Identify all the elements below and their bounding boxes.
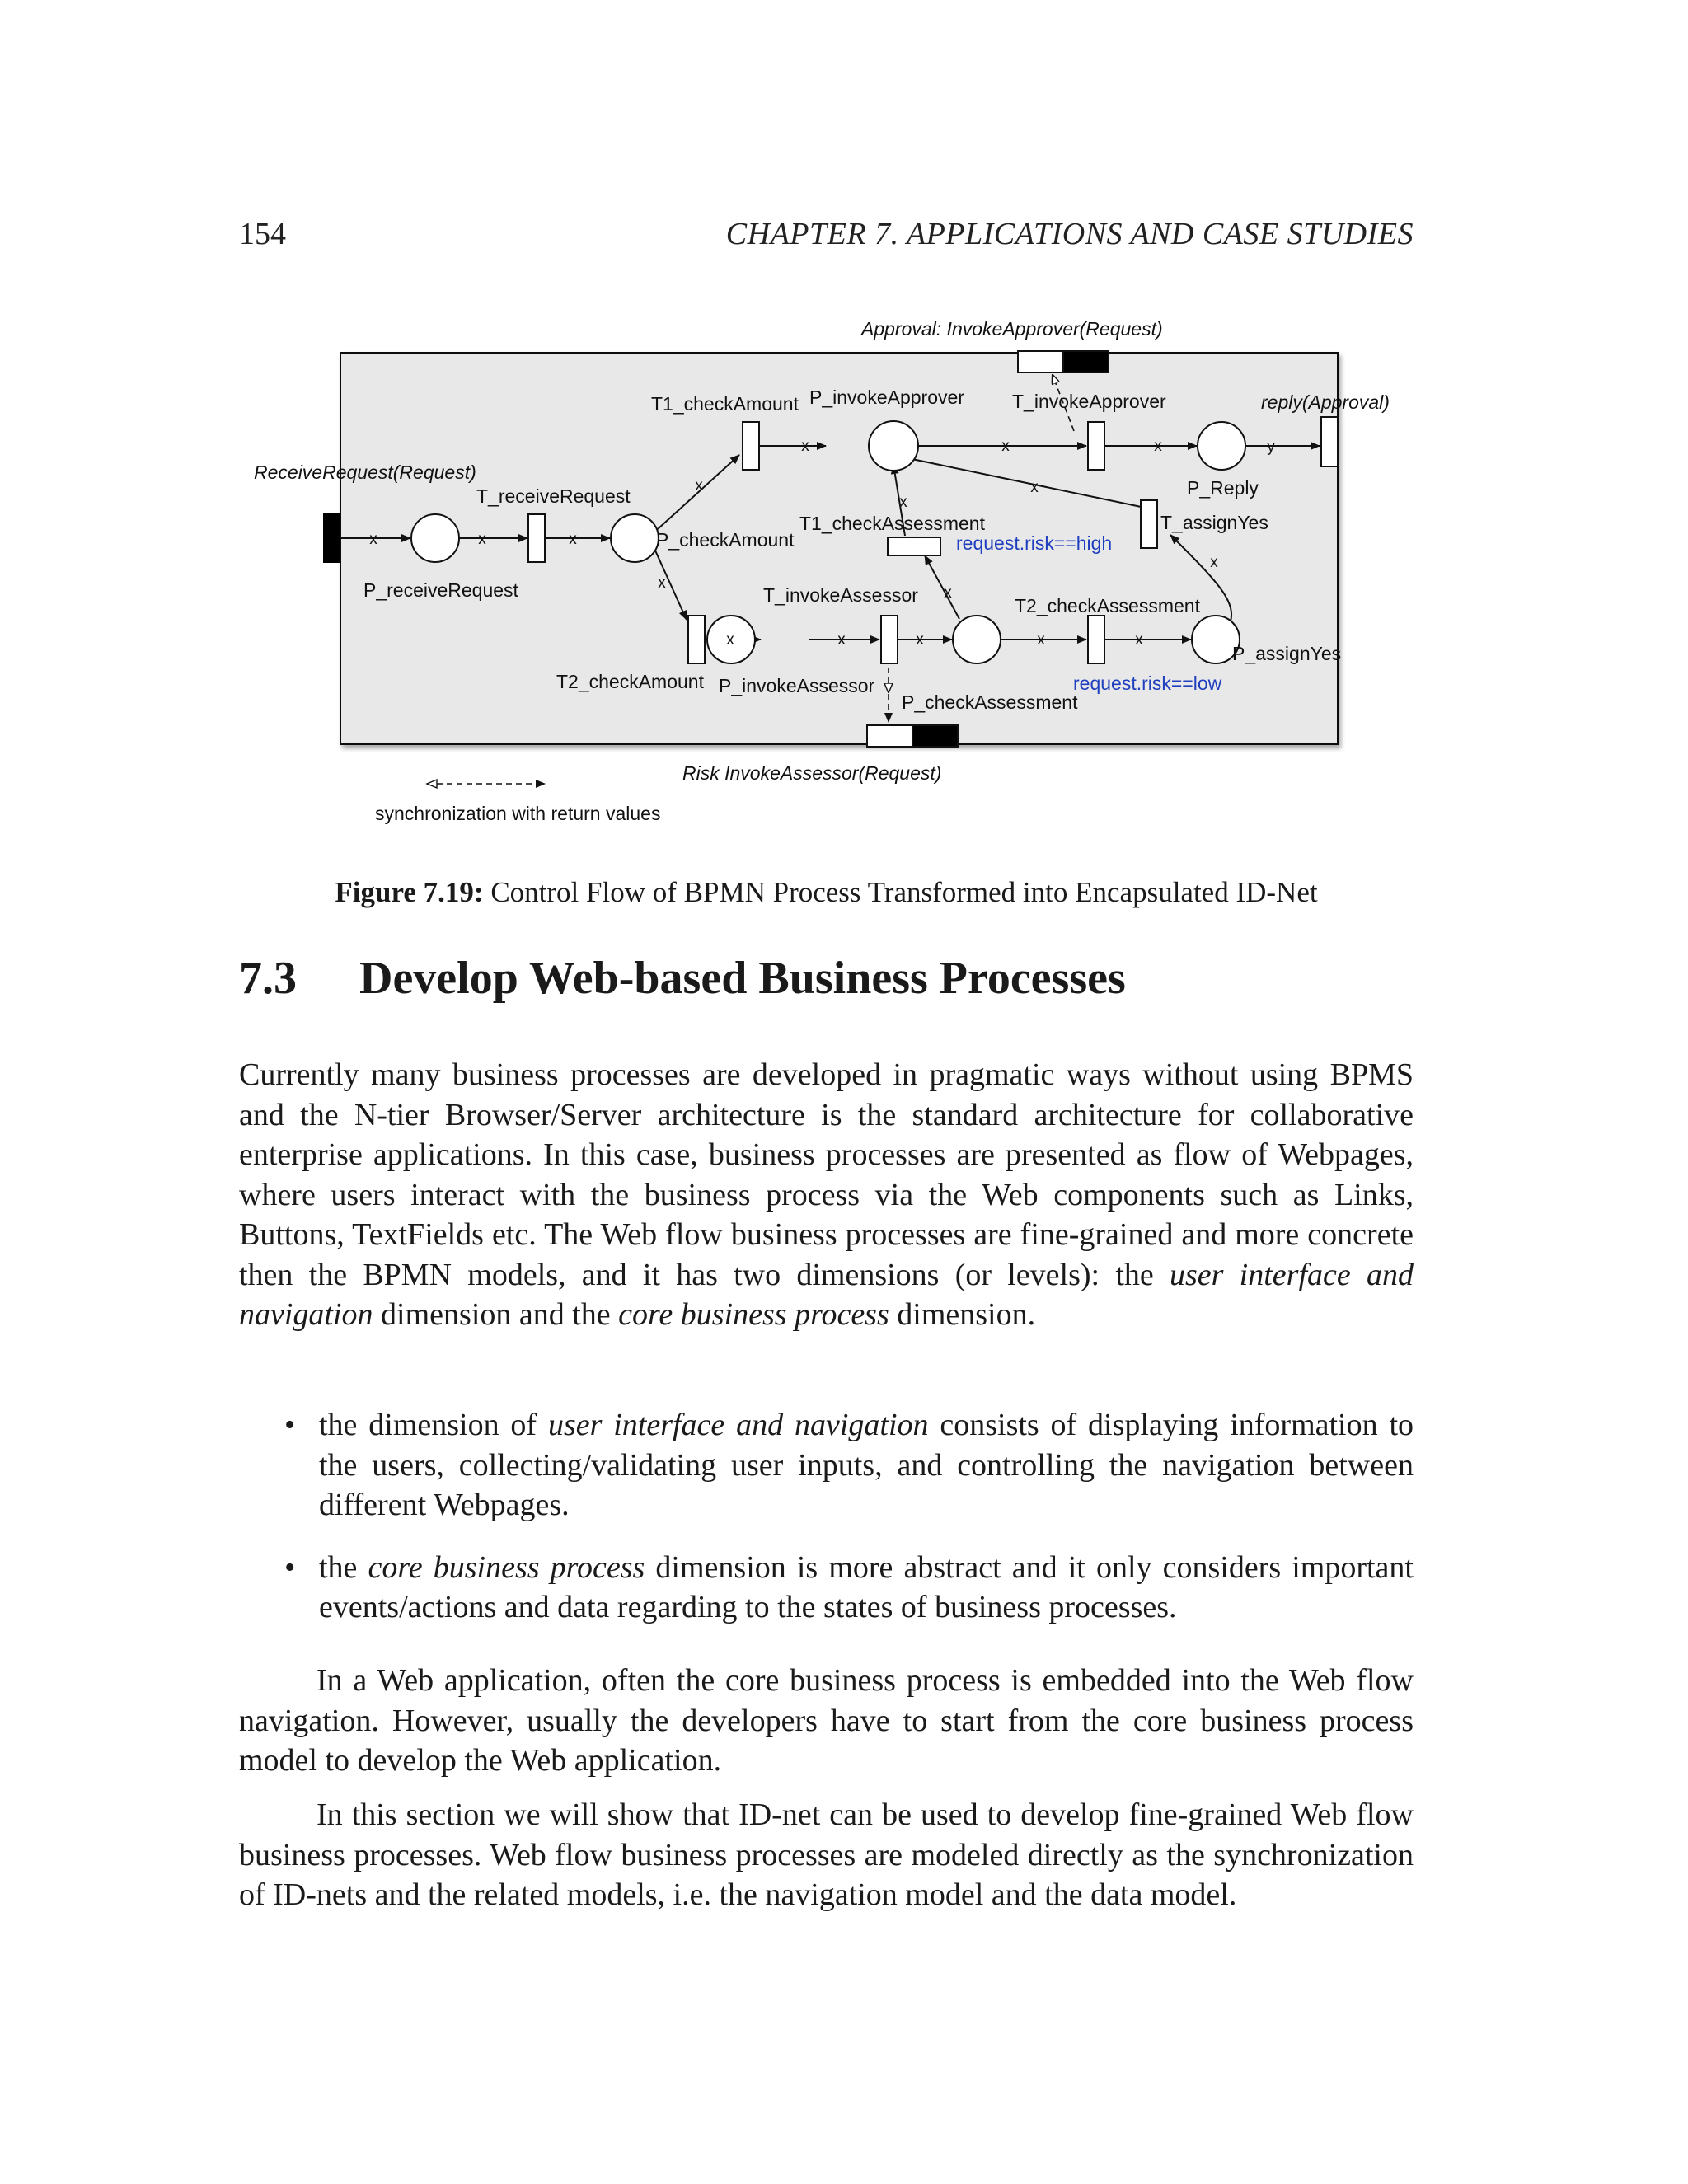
label-t1-check-amount: T1_checkAmount bbox=[651, 393, 799, 415]
label-risk-assessor: Risk InvokeAssessor(Request) bbox=[682, 762, 942, 784]
place-p-reply bbox=[1198, 422, 1245, 470]
transition-t-receive-request bbox=[528, 514, 545, 562]
label-p-receive-request: P_receiveRequest bbox=[363, 579, 518, 601]
arc-label: x bbox=[899, 494, 907, 511]
label-approval: Approval: InvokeApprover(Request) bbox=[861, 318, 1163, 340]
transition-t2-check-amount bbox=[688, 616, 705, 663]
bullet-dot: • bbox=[284, 1408, 296, 1442]
arc-label: x bbox=[801, 438, 809, 455]
bullet-text: the bbox=[319, 1549, 368, 1585]
guard-risk-low: request.risk==low bbox=[1073, 673, 1222, 694]
arc-label: x bbox=[658, 574, 666, 592]
legend bbox=[375, 780, 660, 824]
arc-label: y bbox=[1267, 438, 1275, 456]
label-p-reply: P_Reply bbox=[1187, 477, 1259, 499]
place-p-check-assessment bbox=[953, 616, 1001, 663]
label-receive-request: ReceiveRequest(Request) bbox=[254, 462, 476, 483]
caption-text: Control Flow of BPMN Process Transformed into Encapsulated ID-Net bbox=[483, 876, 1318, 908]
emphasis-text: core business process bbox=[618, 1297, 889, 1332]
label-t-invoke-assessor: T_invokeAssessor bbox=[763, 584, 918, 606]
arc-label: x bbox=[726, 631, 734, 649]
arc-label: x bbox=[695, 477, 703, 494]
assessor-port-out bbox=[867, 725, 912, 747]
emphasis-text: user interface and navigation bbox=[239, 1257, 1414, 1332]
label-p-check-assessment: P_checkAssessment bbox=[902, 691, 1078, 713]
label-t2-check-amount: T2_checkAmount bbox=[556, 671, 704, 692]
bullet-item bbox=[284, 1405, 1414, 1526]
label-t-assign-yes: T_assignYes bbox=[1160, 512, 1268, 533]
page-number: 154 bbox=[239, 217, 286, 251]
paragraph-text: Currently many business processes are developed in pragmatic ways without using BPMS and the N-tier Browser/Server architecture is the standard architecture for collaborative enterprise applications. In this case, business processes are presented as flow of Webpages, where users interact with the business process via the Web components such as Links, Buttons, TextFields etc. The Web flow business processes are fine-grained and more concrete then the BPMN models, and it has two dimensions (or levels): the bbox=[239, 1057, 1414, 1292]
transition-t1-check-assessment bbox=[888, 537, 940, 555]
section-heading bbox=[239, 952, 1414, 1005]
transition-t-assign-yes bbox=[1141, 500, 1157, 548]
legend-label: synchronization with return values bbox=[375, 803, 661, 824]
figure-caption bbox=[239, 876, 1414, 909]
place-p-receive-request bbox=[411, 514, 459, 562]
emphasis-text: core business process bbox=[368, 1549, 645, 1585]
paragraph-2: In a Web application, often the core business process is embedded into the Web flow navigation. However, usually the developers have to start from the core business process model to develop the Web application. bbox=[239, 1663, 1414, 1778]
label-t1-check-assessment: T1_checkAssessment bbox=[799, 513, 985, 534]
receive-port bbox=[323, 513, 340, 563]
bullet-dot: • bbox=[284, 1549, 296, 1585]
arc-label: x bbox=[1037, 631, 1045, 649]
figure-7-19 bbox=[239, 305, 1418, 841]
label-p-invoke-assessor: P_invokeAssessor bbox=[719, 675, 875, 696]
bullet-text: consists of displaying information to the users, collecting/validating user inputs, and controlling the navigation between different Webpages. bbox=[319, 1408, 1414, 1522]
arc-label: x bbox=[944, 584, 952, 602]
bullet-text: the dimension of bbox=[319, 1408, 548, 1442]
transition-t-invoke-approver bbox=[1088, 422, 1104, 470]
label-t-invoke-approver: T_invokeApprover bbox=[1012, 391, 1166, 412]
label-t-receive-request: T_receiveRequest bbox=[476, 485, 631, 507]
assessor-port-in bbox=[912, 725, 958, 747]
running-header bbox=[239, 216, 1414, 257]
arc-label: x bbox=[1210, 554, 1218, 571]
arc-label: x bbox=[569, 531, 577, 548]
arc-label: x bbox=[1154, 438, 1162, 455]
petri-net-diagram bbox=[239, 305, 1418, 841]
arc-label: x bbox=[478, 531, 486, 548]
reply-port bbox=[1321, 417, 1338, 466]
transition-t1-check-amount bbox=[743, 422, 759, 470]
paragraph-text: dimension and the bbox=[373, 1297, 619, 1332]
label-p-invoke-approver: P_invokeApprover bbox=[809, 387, 964, 408]
arc-label: x bbox=[1001, 438, 1010, 455]
transition-t-invoke-assessor bbox=[881, 616, 898, 663]
label-p-assign-yes: P_assignYes bbox=[1232, 643, 1342, 664]
approver-port-out bbox=[1018, 351, 1063, 373]
arc-label: x bbox=[369, 531, 377, 548]
paragraph-1 bbox=[239, 1055, 1414, 1335]
caption-label: Figure 7.19: bbox=[335, 876, 484, 908]
arc-label: x bbox=[1135, 631, 1143, 649]
place-p-invoke-approver bbox=[869, 421, 918, 471]
emphasis-text: user interface and navigation bbox=[547, 1408, 929, 1442]
label-t2-check-assessment: T2_checkAssessment bbox=[1015, 595, 1200, 616]
bullet-list bbox=[284, 1405, 1414, 1650]
guard-risk-high: request.risk==high bbox=[956, 532, 1113, 554]
paragraph-text: dimension. bbox=[889, 1297, 1036, 1332]
label-reply-approval: reply(Approval) bbox=[1261, 391, 1390, 413]
approver-port-in bbox=[1063, 351, 1109, 373]
arc-label: x bbox=[837, 631, 846, 649]
bullet-item bbox=[284, 1548, 1414, 1628]
bullet-text: dimension is more abstract and it only considers important events/actions and data regarding to the states of business processes. bbox=[319, 1549, 1414, 1624]
arc-label: x bbox=[916, 631, 924, 649]
paragraph-3: In this section we will show that ID-net can be used to develop fine-grained Web flow business processes. Web flow business processes are modeled directly as the synchronization of ID-nets and the related models, i.e. the navigation model and the data model. bbox=[239, 1797, 1414, 1912]
section-title-text: Develop Web-based Business Processes bbox=[359, 953, 1126, 1004]
chapter-title: CHAPTER 7. APPLICATIONS AND CASE STUDIES bbox=[725, 217, 1414, 251]
arc-label: x bbox=[1030, 479, 1039, 496]
label-p-check-amount: P_checkAmount bbox=[656, 529, 795, 551]
place-p-check-amount bbox=[611, 514, 659, 562]
transition-t2-check-assessment bbox=[1088, 616, 1104, 663]
section-number: 7.3 bbox=[239, 953, 297, 1004]
